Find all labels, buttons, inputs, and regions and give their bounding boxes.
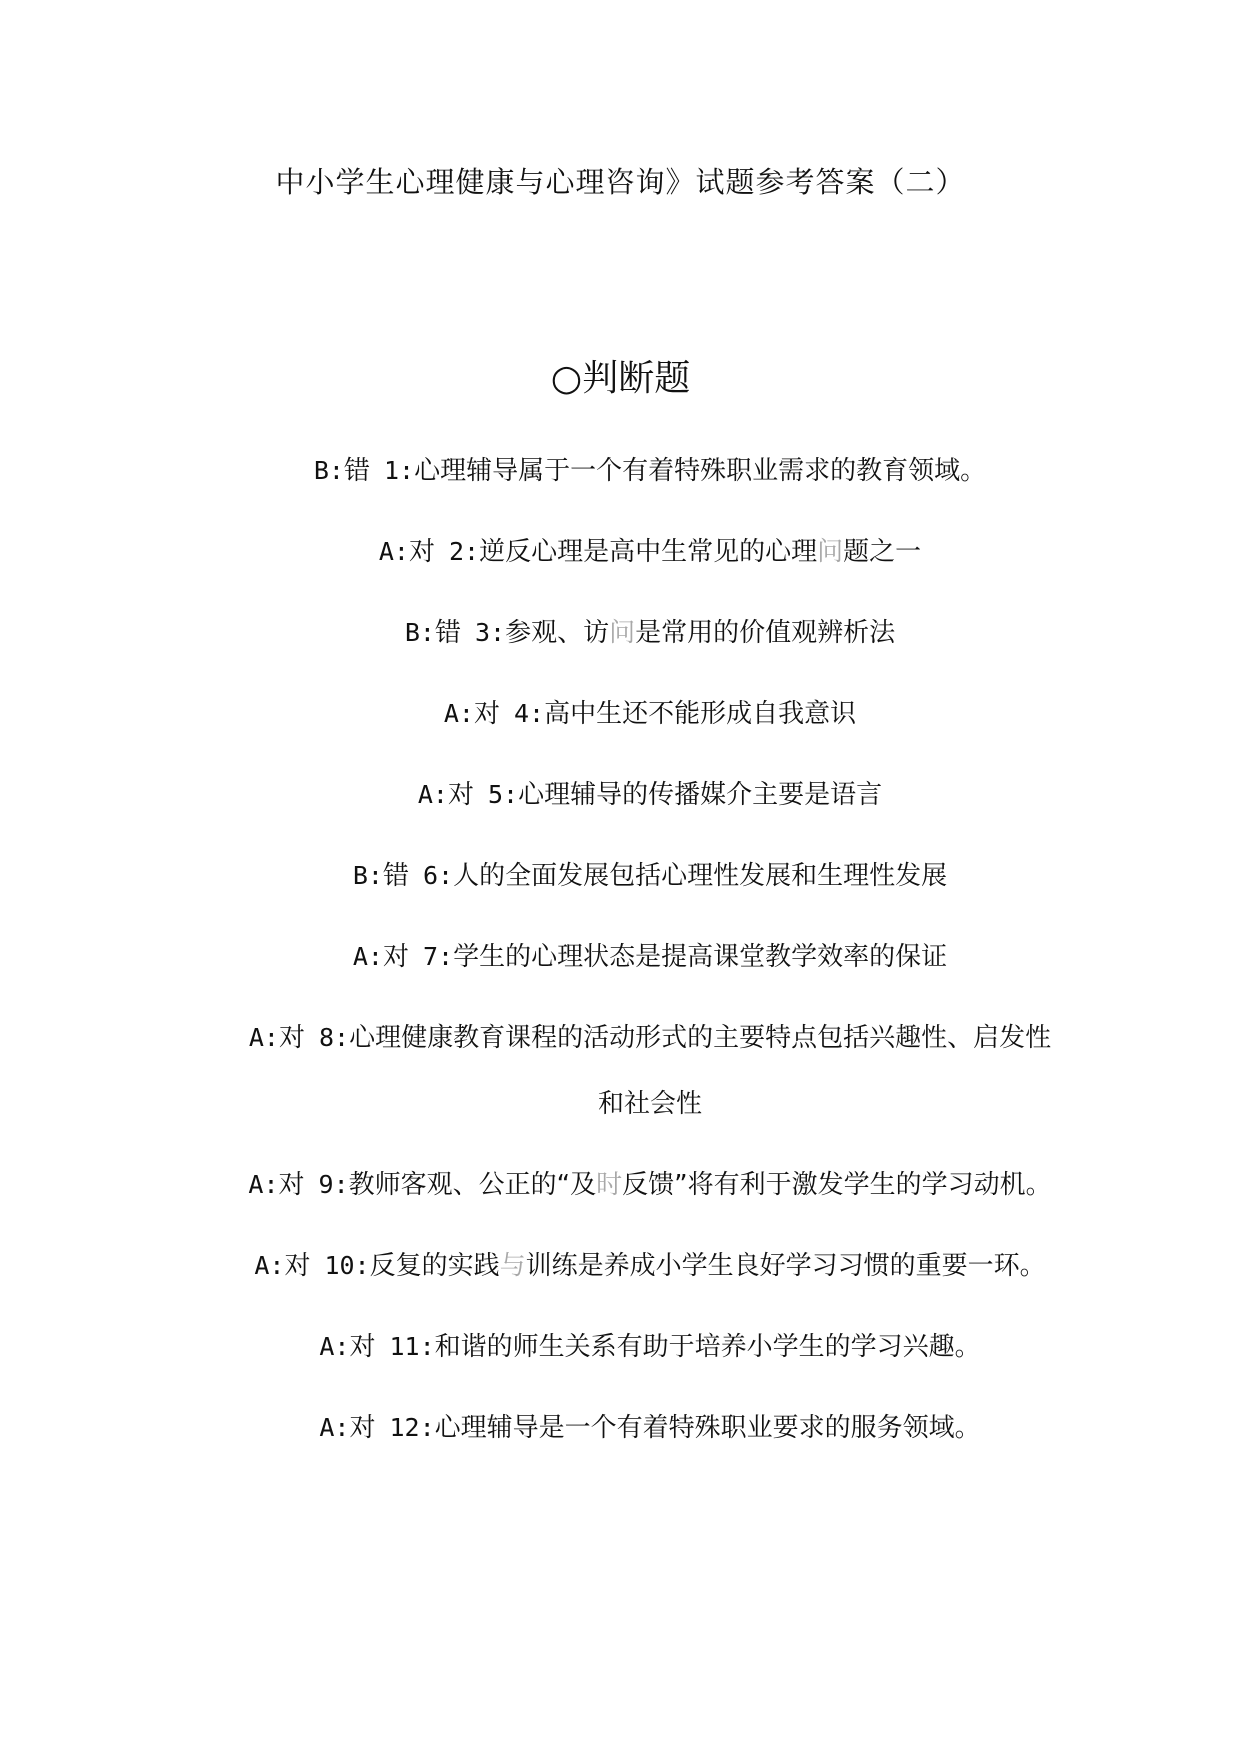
question-text: 心理辅导是一个有着特殊职业要求的服务领域。 <box>434 1413 981 1443</box>
question-text: 训练是养成小学生良好学习习惯的重要一环。 <box>525 1251 1046 1281</box>
question-text: 参观、访 <box>505 618 610 648</box>
question-number: 7: <box>423 942 454 971</box>
question-item <box>240 1005 1060 1137</box>
question-text: 心理辅导属于一个有着特殊职业需求的教育领域。 <box>414 456 987 486</box>
answer-verdict: 对 <box>284 1251 311 1281</box>
answer-verdict: 对 <box>408 537 435 567</box>
question-number: 8: <box>319 1023 350 1052</box>
question-item <box>240 438 1060 504</box>
question-list <box>240 438 1060 1476</box>
question-text: 反馈”将有利于激发学生的学习动机。 <box>622 1170 1052 1200</box>
answer-letter: A: <box>319 1413 350 1442</box>
question-item <box>240 1233 1060 1299</box>
answer-verdict: 错 <box>343 456 370 486</box>
question-item <box>240 600 1060 666</box>
answer-letter: A: <box>319 1332 350 1361</box>
question-text: 教师客观、公正的“及 <box>348 1170 597 1200</box>
question-number: 9: <box>318 1170 349 1199</box>
answer-letter: A: <box>417 780 448 809</box>
question-text-faint: 问 <box>609 618 636 648</box>
question-text: 逆反心理是高中生常见的心理 <box>479 537 818 567</box>
answer-verdict: 对 <box>278 1023 305 1053</box>
question-item <box>240 1395 1060 1461</box>
question-text: 心理健康教育课程的活动形式的主要特点包括兴趣性、启发性和社会性 <box>349 1023 1052 1119</box>
answer-verdict: 错 <box>434 618 461 648</box>
question-number: 12: <box>389 1413 435 1442</box>
question-text: 是常用的价值观辨析法 <box>635 618 896 648</box>
answer-verdict: 对 <box>382 942 409 972</box>
answer-letter: A: <box>352 942 383 971</box>
question-text: 反复的实践 <box>369 1251 500 1281</box>
section-heading: ○判断题 <box>550 358 691 399</box>
answer-letter: A: <box>378 537 409 566</box>
answer-verdict: 对 <box>473 699 500 729</box>
question-item <box>240 519 1060 585</box>
answer-letter: A: <box>254 1251 285 1280</box>
question-text: 心理辅导的传播媒介主要是语言 <box>518 780 883 810</box>
document-title: 中小学生心理健康与心理咨询》试题参考答案（二） <box>275 165 966 199</box>
question-number: 10: <box>324 1251 370 1280</box>
question-item <box>240 762 1060 828</box>
answer-verdict: 对 <box>278 1170 305 1200</box>
question-item <box>240 843 1060 909</box>
answer-letter: A: <box>248 1170 279 1199</box>
question-item <box>240 924 1060 990</box>
answer-verdict: 对 <box>349 1413 376 1443</box>
answer-letter: B: <box>313 456 344 485</box>
question-text: 高中生还不能形成自我意识 <box>544 699 857 729</box>
answer-verdict: 对 <box>349 1332 376 1362</box>
question-number: 11: <box>389 1332 435 1361</box>
question-item <box>240 681 1060 747</box>
question-text: 题之一 <box>843 537 922 567</box>
question-text: 人的全面发展包括心理性发展和生理性发展 <box>453 861 948 891</box>
question-text-faint: 问 <box>817 537 844 567</box>
question-number: 3: <box>474 618 506 647</box>
answer-letter: A: <box>248 1023 279 1052</box>
question-number: 5: <box>488 780 519 809</box>
question-number: 4: <box>514 699 545 728</box>
answer-letter: B: <box>352 861 383 890</box>
question-item <box>240 1314 1060 1380</box>
question-text-faint: 与 <box>499 1251 526 1281</box>
question-number: 1: <box>384 456 415 485</box>
question-number: 6: <box>423 861 454 890</box>
answer-letter: A: <box>443 699 474 728</box>
question-text: 学生的心理状态是提高课堂教学效率的保证 <box>453 942 948 972</box>
question-number: 2: <box>448 537 480 566</box>
answer-verdict: 错 <box>382 861 409 891</box>
answer-letter: B: <box>404 618 435 647</box>
question-text: 和谐的师生关系有助于培养小学生的学习兴趣。 <box>434 1332 981 1362</box>
question-item <box>240 1152 1060 1218</box>
question-text-faint: 时 <box>596 1170 623 1200</box>
answer-verdict: 对 <box>447 780 474 810</box>
